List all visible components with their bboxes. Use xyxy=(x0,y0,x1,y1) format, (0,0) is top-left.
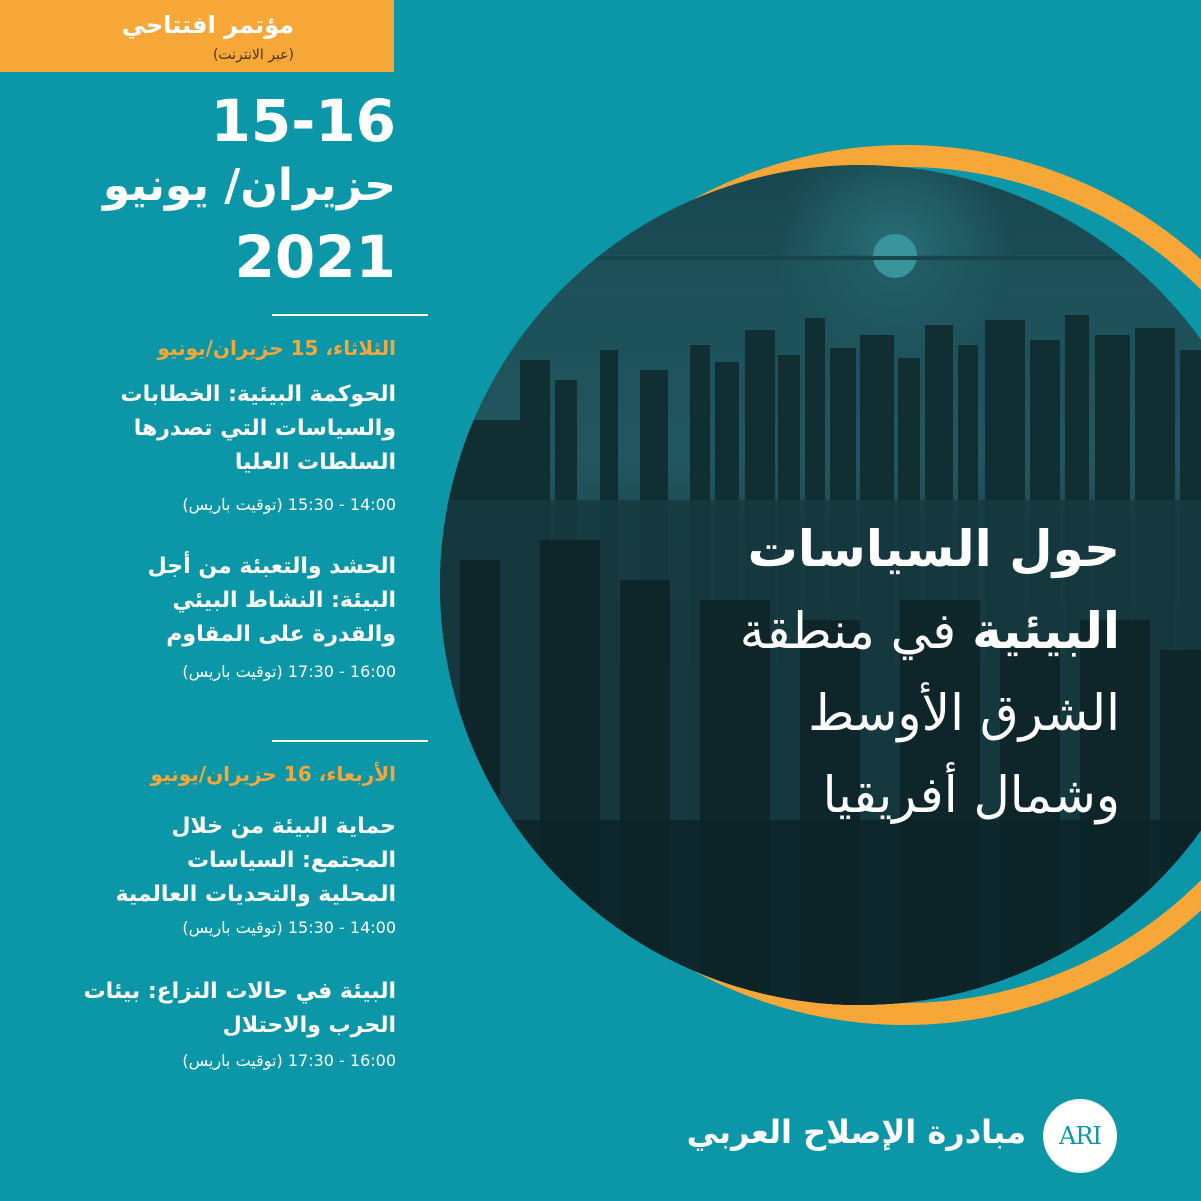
conference-title: مؤتمر افتتاحي xyxy=(121,11,294,39)
organization-name: مبادرة الإصلاح العربي xyxy=(686,1113,1026,1151)
session-time: 16:00 - 17:30 (توقيت باريس) xyxy=(182,1051,396,1070)
divider xyxy=(272,314,428,316)
headline-line: الشرق الأوسط xyxy=(808,684,1120,742)
date-month: حزيران/ يونيو xyxy=(102,160,396,211)
session-title: حماية البيئة من خلال المجتمع: السياسات المحلية والتحديات العالمية xyxy=(115,814,396,907)
headline-line: وشمال أفريقيا xyxy=(822,766,1120,824)
headline-line: حول السياسات xyxy=(747,520,1120,578)
day-label: الأربعاء، 16 حزيران/يونيو xyxy=(150,762,396,786)
divider xyxy=(272,740,428,742)
date-range: 15-16 xyxy=(210,87,396,155)
ari-logo-icon xyxy=(1043,1099,1117,1173)
headline xyxy=(560,508,1120,836)
conference-tag xyxy=(0,0,394,72)
session-time: 14:00 - 15:30 (توقيت باريس) xyxy=(182,918,396,937)
session-title: الحشد والتعبئة من أجل البيئة: النشاط البيئي والقدرة على المقاوم xyxy=(147,554,396,647)
day-label: الثلاثاء، 15 حزيران/يونيو xyxy=(157,336,396,360)
session-time: 16:00 - 17:30 (توقيت باريس) xyxy=(182,662,396,681)
conference-subtitle: (عبر الانترنت) xyxy=(212,47,294,63)
date-year: 2021 xyxy=(234,223,396,291)
session-title: البيئة في حالات النزاع: بيئات الحرب والاحتلال xyxy=(83,979,396,1038)
headline-line: البيئية في منطقة xyxy=(739,602,1120,660)
session-title: الحوكمة البيئية: الخطابات والسياسات التي تصدرها السلطات العليا xyxy=(120,382,396,475)
session-time: 14:00 - 15:30 (توقيت باريس) xyxy=(182,495,396,514)
logo-text: ARI xyxy=(1059,1122,1101,1150)
